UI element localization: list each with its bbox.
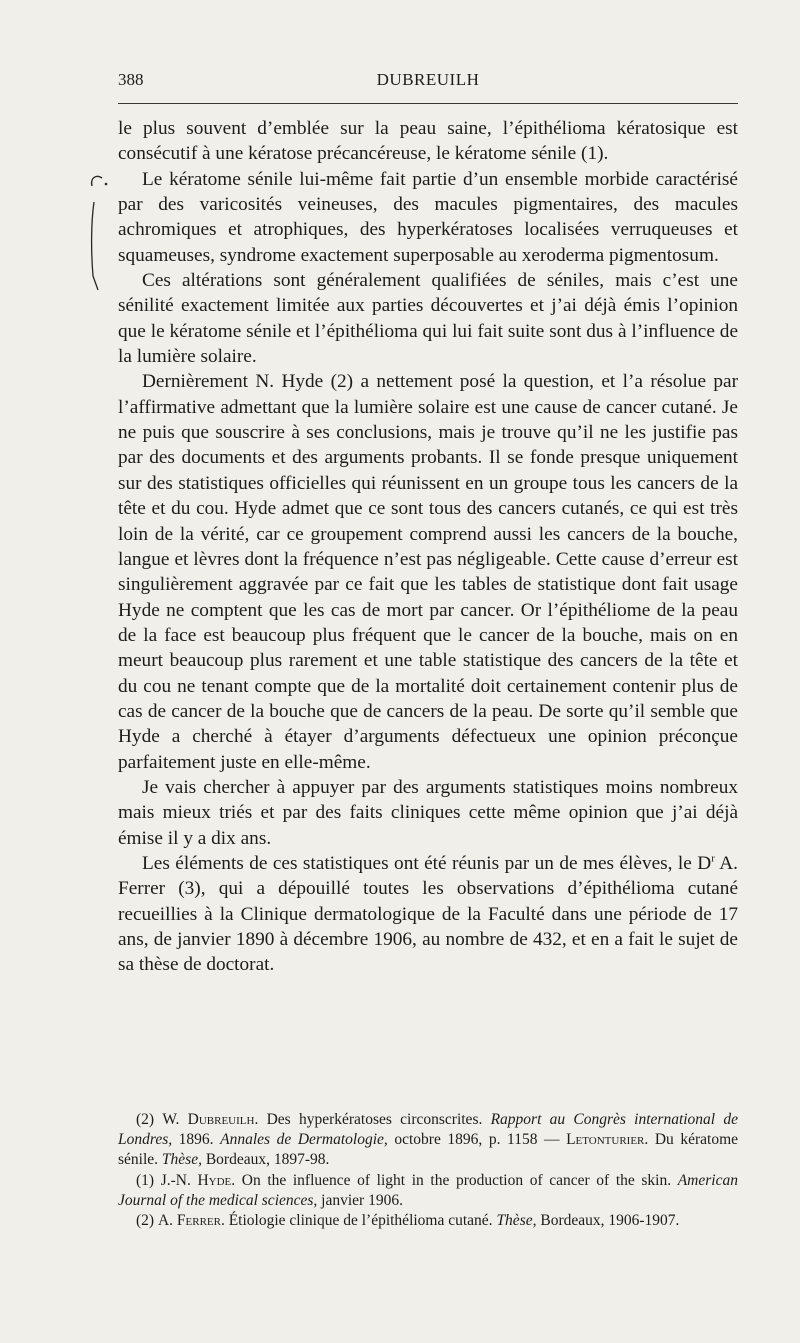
- paragraph-text: A. Ferrer (3), qui a dépouillé toutes les observations d’épithélioma cutané recueillies à la Clinique dermatologique de la Faculté dans une période de 17 ans, de janvier 1890 à décembre 1906, au nombre de 432, et en a fait le sujet de sa thèse de doctorat.: [118, 852, 738, 976]
- footnote-text: Bordeaux, 1906-1907.: [536, 1212, 680, 1230]
- footnote-title: American Journal of the medical sciences,: [118, 1171, 738, 1209]
- paragraph: [118, 851, 738, 978]
- footnote-title: Thèse,: [161, 1151, 202, 1169]
- footnote-title: Thèse,: [496, 1212, 537, 1230]
- main-text: [118, 116, 738, 978]
- footnote-text: On the influence of light in the production of cancer of the skin.: [235, 1171, 678, 1189]
- paragraph: Ces altérations sont généralement qualifiées de séniles, mais c’est une sénilité exactement limitée aux parties découvertes et j’ai déjà émis l’opinion que le kératome sénile et l’épithélioma qui lui fait suite sont dus à l’influence de la lumière solaire.: [118, 270, 738, 368]
- footnotes: [118, 1110, 738, 1231]
- footnote-author: W. Dubreuilh.: [162, 1111, 259, 1128]
- running-head: DUBREUILH: [376, 70, 480, 89]
- footnote-title: Annales de Dermatologie,: [220, 1131, 388, 1149]
- page-header: [118, 70, 738, 96]
- footnote-text: janvier 1906.: [317, 1191, 403, 1209]
- footnote: [118, 1110, 738, 1171]
- footnote-author: Letonturier.: [566, 1131, 649, 1149]
- footnote-text: Étiologie clinique de l’épithélioma cutané.: [224, 1212, 497, 1230]
- footnote: [118, 1171, 738, 1211]
- footnote-marker: (2): [136, 1212, 158, 1230]
- footnote-text: Du kératome sénile.: [118, 1131, 739, 1169]
- superscript: r: [711, 852, 715, 865]
- paragraph: le plus souvent d’emblée sur la peau saine, l’épithélioma kératosique est consécutif à une kératose précancéreuse, le kératome sénile (1).: [118, 118, 738, 165]
- page-number: 388: [118, 70, 144, 89]
- footnote-text: Des hyperkératoses circonscrites.: [258, 1111, 491, 1128]
- paragraph: Dernièrement N. Hyde (2) a nettement posé la question, et l’a résolue par l’affirmative admettant que la lumière solaire est une cause de cancer cutané. Je ne puis que souscrire à ses conclusions, mais je trouve qu’il ne les justifie pas par des documents et des arguments probants. Il se fonde presque uniquement sur des statistiques officielles qui réunissent en un groupe tous les cancers de la tête et du cou. Hyde admet que ce sont tous des cancers cutanés, ce qui est très loin de la vérité, car ce groupement comprend aussi les cancers de la bouche, langue et lèvres dont la fréquence n’est pas négligeable. Cette cause d’erreur est singulièrement aggravée par ce fait que les tables de statistique dont fait usage Hyde ne comptent que les cas de mort par cancer. Or l’épithéliome de la peau de la face est beaucoup plus fréquent que le cancer de la bouche, mais on en meurt beaucoup plus rarement et une table statistique des cancers de la tête et du cou ne tenant compte que de la mortalité doit certainement contenir plus de cas de cancer de la bouche que de cancers de la peau. De sorte qu’il semble que Hyde a cherché à étayer d’arguments défectueux une opinion préconçue parfaitement juste en elle-même.: [118, 371, 738, 773]
- paragraph: Le kératome sénile lui-même fait partie d’un ensemble morbide caractérisé par des varicosités veineuses, des macules pigmentaires, des macules achromiques et atrophiques, des hyperkératoses localisées verruqueuses et squameuses, syndrome exactement superposable au xeroderma pigmentosum.: [118, 168, 738, 266]
- margin-bracket-annotation: [86, 172, 110, 300]
- paragraph: Je vais chercher à appuyer par des arguments statistiques moins nombreux mais mieux triés et par des faits cliniques cette même opinion que j’ai déjà émise il y a dix ans.: [118, 776, 738, 849]
- footnote-text: 1896.: [172, 1131, 221, 1149]
- footnote-author: A. Ferrer.: [157, 1212, 225, 1230]
- footnote-text: octobre 1896, p. 1158 —: [387, 1131, 567, 1149]
- footnote-marker: (2): [136, 1111, 163, 1128]
- footnote-marker: (1): [136, 1171, 161, 1189]
- footnote-author: J.-N. Hyde.: [160, 1171, 236, 1189]
- footnote-text: Bordeaux, 1897-98.: [201, 1151, 330, 1169]
- footnote-title: Rapport au Congrès international de Londres,: [118, 1111, 738, 1149]
- paragraph-text: Les éléments de ces statistiques ont été réunis par un de mes élèves, le D: [142, 852, 712, 874]
- footnote: [118, 1211, 738, 1231]
- header-rule: [118, 103, 738, 104]
